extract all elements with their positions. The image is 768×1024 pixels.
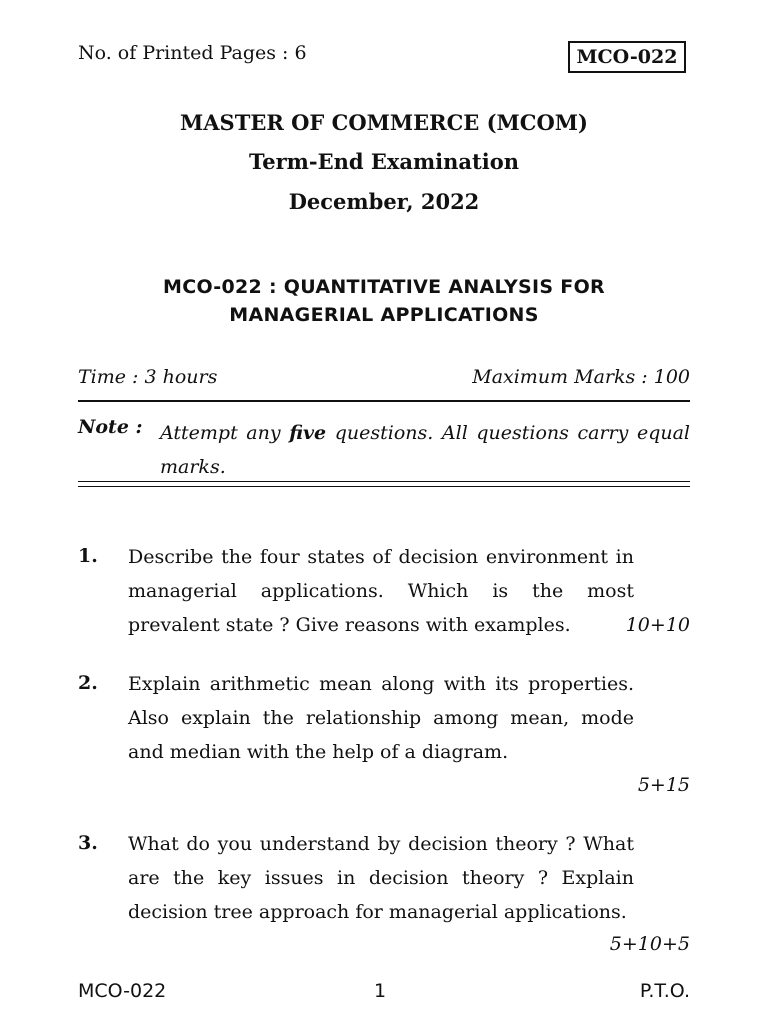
course-code-box: MCO-022 [568, 41, 686, 73]
footer-course-code: MCO-022 [78, 980, 167, 1002]
question-marks: 5+15 [637, 774, 690, 796]
question-number: 3. [78, 832, 98, 854]
divider-double-bottom [78, 486, 690, 487]
divider-double-top [78, 481, 690, 482]
question-marks: 10+10 [625, 614, 690, 636]
question-text: What do you understand by decision theory ? What are the key issues in decision theory ? Explain decision tree approach for managerial applications. [128, 833, 634, 923]
divider-top [78, 400, 690, 402]
note-text-after: questions. All questions carry equal marks. [160, 422, 691, 478]
question-marks: 5+10+5 [609, 933, 690, 955]
note-emphasis: five [289, 422, 327, 444]
footer-pto: P.T.O. [639, 980, 690, 1002]
note-text [160, 416, 690, 484]
exam-date: December, 2022 [288, 189, 480, 214]
exam-title: Term-End Examination [248, 149, 519, 174]
footer-page-number: 1 [374, 980, 387, 1002]
note-label: Note : [78, 416, 143, 438]
time-allowed: Time : 3 hours [78, 366, 218, 388]
programme-title: MASTER OF COMMERCE (MCOM) [180, 110, 588, 135]
printed-pages-count: No. of Printed Pages : 6 [78, 42, 307, 64]
subject-title-line2: MANAGERIAL APPLICATIONS [229, 304, 539, 326]
maximum-marks: Maximum Marks : 100 [472, 366, 690, 388]
question-text: Describe the four states of decision environment in managerial applications. Which is the most prevalent state ? Give reasons with examples. [128, 546, 634, 636]
question-number: 2. [78, 672, 98, 694]
subject-title-line1: MCO-022 : QUANTITATIVE ANALYSIS FOR [163, 276, 605, 298]
note-text-before: Attempt any [160, 422, 290, 444]
question-text: Explain arithmetic mean along with its properties. Also explain the relationship among mean, mode and median with the help of a diagram. [128, 673, 634, 763]
question-number: 1. [78, 545, 98, 567]
